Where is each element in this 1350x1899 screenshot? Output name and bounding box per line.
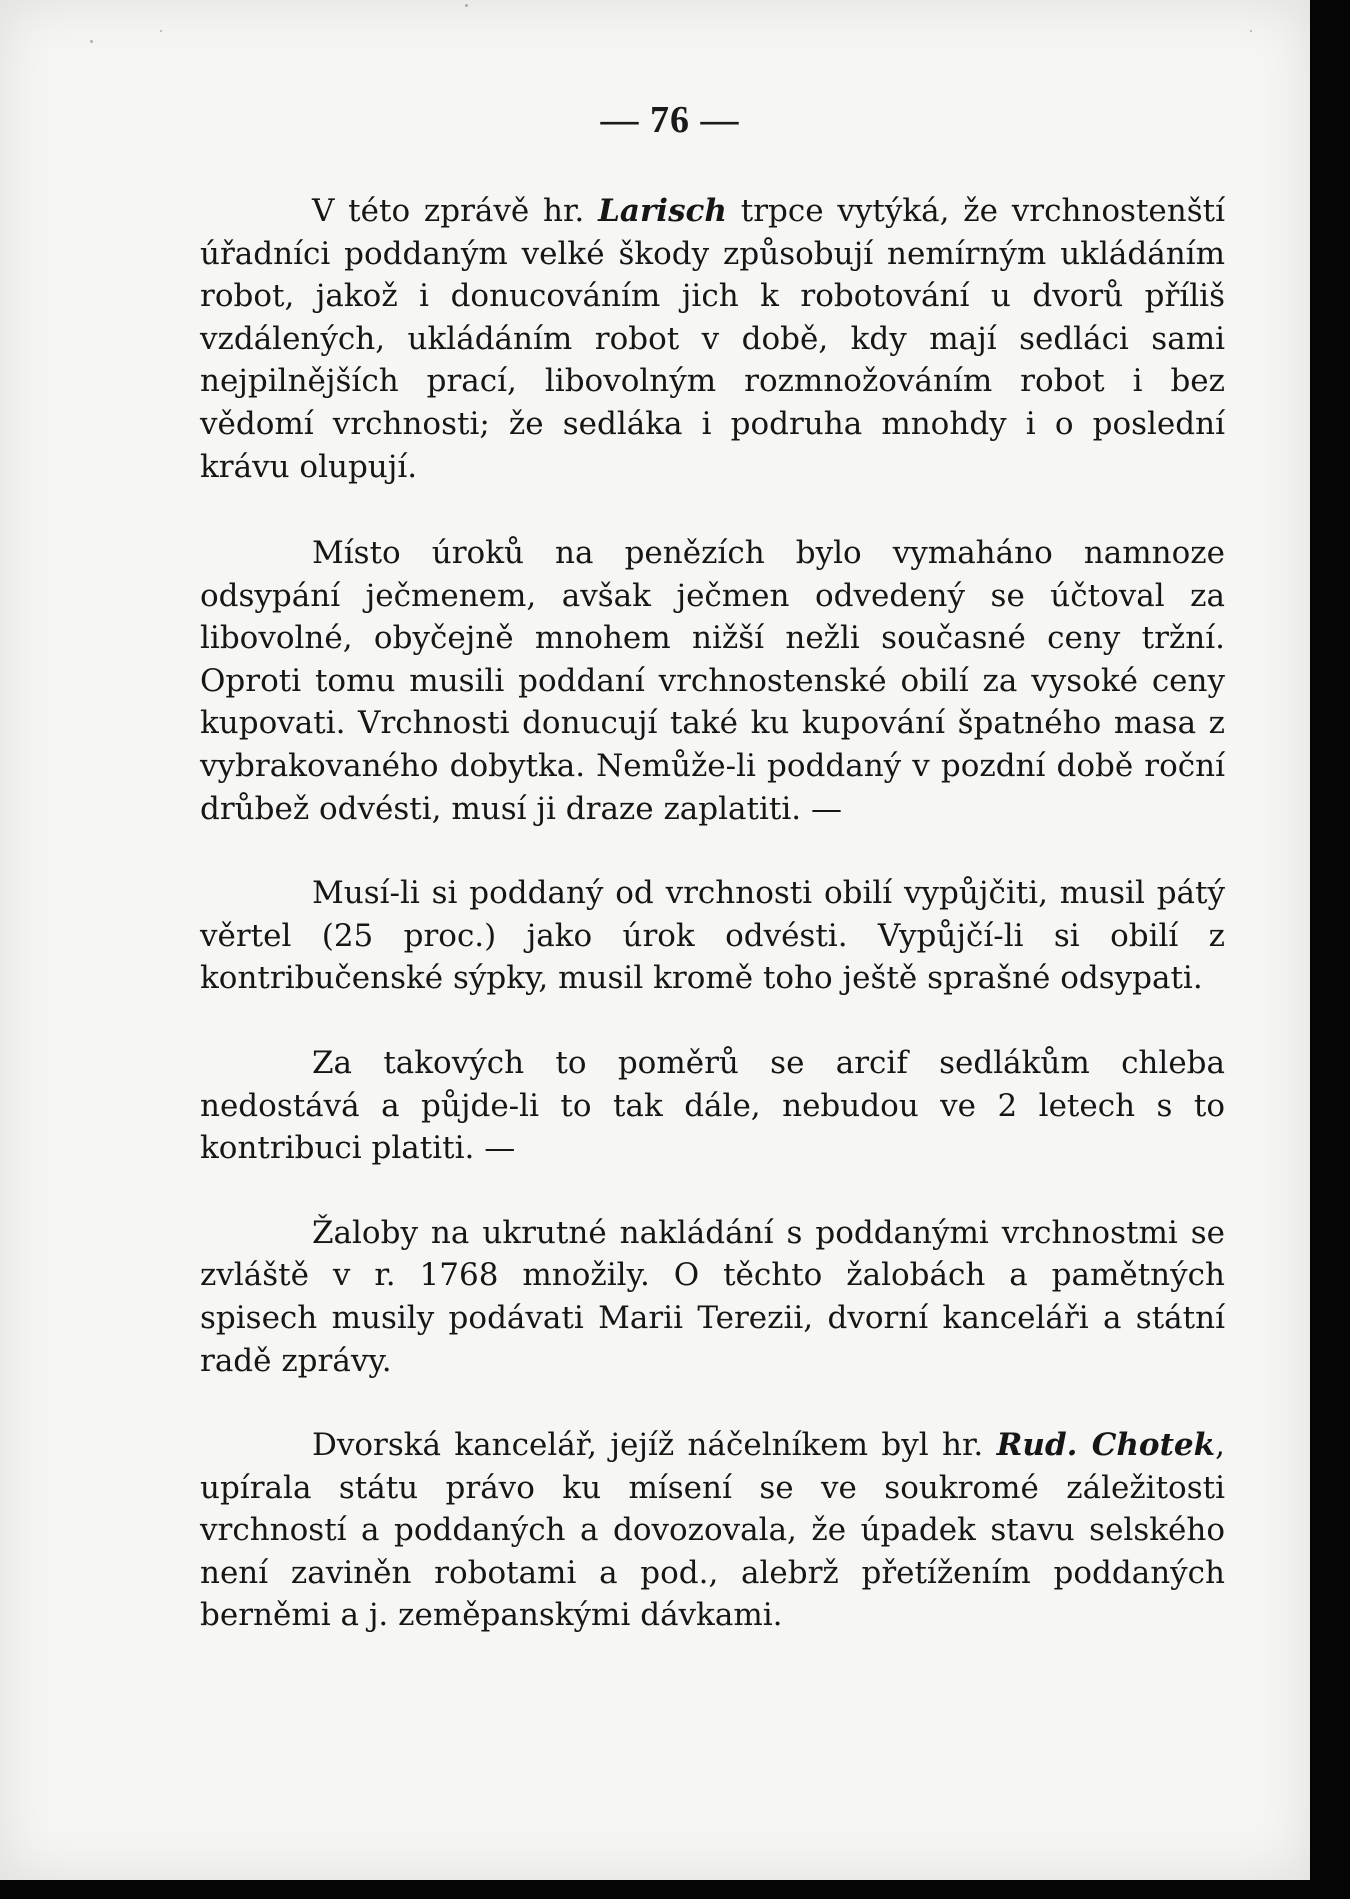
body-text <box>200 190 1225 1637</box>
page-number: — 76 — <box>600 99 740 141</box>
scan-speck <box>90 40 93 43</box>
paragraph-6-start: Dvorská kancelář, jejíž náčelníkem byl hr. <box>312 1427 997 1464</box>
paragraph-1-rest: trpce vytýká, že vrchnostenští úřadníci poddaným velké škody způsobují nemírným ukládáním robot, jakož i donucováním jich k robotování u dvorů příliš vzdálených, ukládáním robot v době, kdy mají sedláci sami nejpilnějších prací, libovolným rozmnožováním robot i bez vědomí vrchnosti; že sedláka i podruha mnohdy i o poslední krávu olupují. <box>200 193 1225 485</box>
paragraph-1-start: V této zprávě hr. <box>312 193 599 229</box>
scan-speck <box>160 30 162 32</box>
paragraph-4: Za takových to poměrů se arcif sedlákům chleba nedostává a půjde-li to tak dále, nebudou ve 2 letech s to kontribuci platiti. — <box>200 1044 1225 1167</box>
paragraph-2: Místo úroků na penězích bylo vymaháno namnoze odsypání ječmenem, avšak ječmen odvedený se účtoval za libovolné, obyčejně mnohem nižší nežli současné ceny tržní. Oproti tomu musili poddaní vrchnostenské obilí za vysoké ceny kupovati. Vrchnosti donucují také ku kupování špatného masa z vybrakovaného dobytka. Nemůže-li poddaný v pozdní době roční drůbež odvésti, musí ji draze zaplatiti. — <box>200 535 1225 827</box>
person-name-chotek: Rud. Chotek <box>996 1427 1216 1464</box>
scan-speck <box>465 4 468 7</box>
paragraph-6 <box>200 1424 1225 1637</box>
person-name-larisch: Larisch <box>598 193 727 229</box>
paragraph-5: Žaloby na ukrutné nakládání s poddanými vrchnostmi se zvláště v r. 1768 množily. O těchto žalobách a pamětných spisech musily podávati Marii Terezii, dvorní kanceláři a státní radě zprávy. <box>200 1214 1225 1379</box>
scan-border-right <box>1310 0 1350 1899</box>
paragraph-6-rest: , upírala státu právo ku mísení se ve soukromé záležitosti vrchností a poddaných a dovozovala, že úpadek stavu selského není zaviněn robotami a pod., alebrž přetížením poddaných berněmi a j. zeměpanskými dávkami. <box>200 1427 1225 1634</box>
paragraph-1 <box>200 190 1225 490</box>
paragraph-3: Musí-li si poddaný od vrchnosti obilí vypůjčiti, musil pátý věrtel (25 proc.) jako úrok odvésti. Vypůjčí-li si obilí z kontribučenské sýpky, musil kromě toho ještě sprašné odsypati. <box>200 875 1225 997</box>
scan-border-bottom <box>0 1880 1350 1899</box>
scan-speck <box>1250 30 1252 32</box>
